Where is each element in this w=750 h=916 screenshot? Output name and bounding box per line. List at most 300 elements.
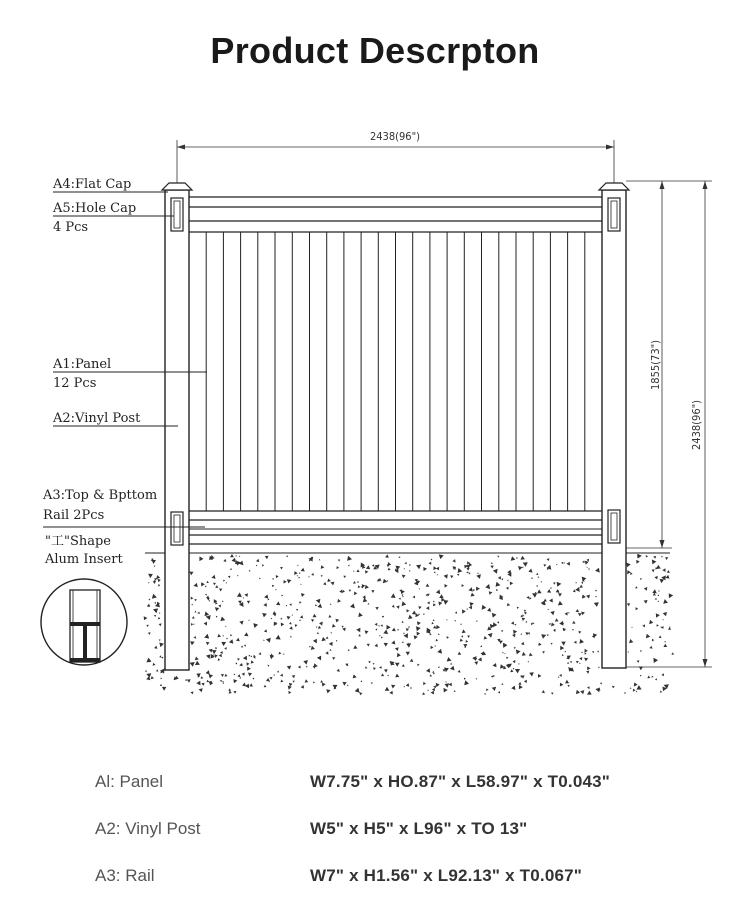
gravel-speck xyxy=(414,581,418,586)
gravel-speck xyxy=(159,655,161,657)
gravel-speck xyxy=(501,683,503,685)
gravel-speck xyxy=(317,632,319,634)
gravel-speck xyxy=(329,642,333,646)
gravel-speck xyxy=(514,624,516,626)
gravel-speck xyxy=(146,625,149,627)
gravel-speck xyxy=(522,652,526,656)
gravel-speck xyxy=(148,574,153,578)
gravel-speck xyxy=(565,680,569,684)
gravel-speck xyxy=(204,622,207,626)
gravel-speck xyxy=(354,592,357,596)
gravel-speck xyxy=(436,639,439,642)
gravel-speck xyxy=(587,559,590,562)
gravel-speck xyxy=(152,594,157,599)
spec-row xyxy=(0,819,750,849)
gravel-speck xyxy=(381,637,383,639)
gravel-speck xyxy=(558,593,562,597)
gravel-speck xyxy=(368,603,370,605)
gravel-speck xyxy=(371,590,374,593)
gravel-speck xyxy=(401,590,405,595)
gravel-speck xyxy=(290,636,292,638)
gravel-speck xyxy=(386,625,390,630)
gravel-speck xyxy=(558,592,560,593)
gravel-speck xyxy=(384,669,388,673)
gravel-speck xyxy=(506,657,508,659)
gravel-speck xyxy=(443,600,448,605)
gravel-speck xyxy=(455,611,457,613)
gravel-speck xyxy=(298,577,300,579)
gravel-speck xyxy=(481,652,484,656)
gravel-speck xyxy=(426,584,430,587)
gravel-speck xyxy=(576,609,580,612)
gravel-speck xyxy=(185,679,187,681)
gravel-speck xyxy=(162,687,167,691)
gravel-speck xyxy=(271,618,273,620)
gravel-speck xyxy=(278,652,281,655)
gravel-speck xyxy=(241,645,243,647)
spec-row xyxy=(0,772,750,802)
gravel-speck xyxy=(321,575,323,577)
gravel-speck xyxy=(353,645,357,649)
gravel-speck xyxy=(199,556,203,561)
gravel-speck xyxy=(286,555,288,557)
gravel-speck xyxy=(473,589,475,591)
gravel-speck xyxy=(276,601,280,605)
gravel-speck xyxy=(273,611,277,614)
gravel-speck xyxy=(445,584,448,588)
gravel-speck xyxy=(529,597,532,600)
gravel-speck xyxy=(391,593,396,598)
gravel-speck xyxy=(353,674,357,678)
gravel-speck xyxy=(445,683,450,687)
gravel-speck xyxy=(153,663,156,666)
gravel-speck xyxy=(342,626,344,628)
gravel-speck xyxy=(630,687,632,689)
gravel-speck xyxy=(145,670,147,672)
gravel-speck xyxy=(502,652,504,654)
gravel-speck xyxy=(159,643,164,648)
gravel-speck xyxy=(330,604,332,606)
gravel-speck xyxy=(501,578,503,580)
gravel-speck xyxy=(417,632,421,636)
gravel-speck xyxy=(436,590,440,595)
gravel-speck xyxy=(485,584,490,589)
gravel-speck xyxy=(560,683,564,687)
gravel-speck xyxy=(486,688,488,691)
gravel-speck xyxy=(392,628,396,632)
gravel-speck xyxy=(595,568,600,573)
gravel-speck xyxy=(470,602,474,606)
gravel-speck xyxy=(467,568,470,571)
gravel-speck xyxy=(550,611,554,615)
gravel-speck xyxy=(431,559,433,561)
gravel-speck xyxy=(492,687,496,691)
gravel-speck xyxy=(356,569,359,572)
gravel-speck xyxy=(189,572,193,576)
gravel-speck xyxy=(402,664,405,667)
spec-row xyxy=(0,866,750,896)
gravel-speck xyxy=(195,599,198,601)
gravel-speck xyxy=(378,625,380,627)
gravel-speck xyxy=(301,685,304,689)
gravel-speck xyxy=(597,650,599,652)
gravel-speck xyxy=(243,597,245,598)
gravel-speck xyxy=(438,666,440,668)
gravel-speck xyxy=(551,643,553,645)
gravel-speck xyxy=(402,641,404,643)
gravel-speck xyxy=(416,565,421,570)
gravel-speck xyxy=(426,668,430,673)
gravel-speck xyxy=(432,688,435,691)
gravel-speck xyxy=(366,565,370,569)
gravel-speck xyxy=(629,639,633,643)
gravel-speck xyxy=(315,604,317,606)
gravel-speck xyxy=(301,568,305,572)
gravel-speck xyxy=(320,680,323,683)
gravel-speck xyxy=(273,674,275,676)
gravel-speck xyxy=(576,661,579,664)
gravel-speck xyxy=(426,594,429,597)
gravel-speck xyxy=(282,595,284,597)
gravel-speck xyxy=(516,650,521,655)
gravel-speck xyxy=(474,661,478,665)
gravel-speck xyxy=(158,617,161,619)
gravel-speck xyxy=(566,562,570,566)
gravel-speck xyxy=(417,621,421,625)
gravel-speck xyxy=(409,564,411,566)
gravel-speck xyxy=(249,683,253,686)
gravel-speck xyxy=(194,583,198,587)
label-a5: A5:Hole Cap xyxy=(53,201,137,216)
gravel-speck xyxy=(300,615,303,618)
gravel-speck xyxy=(433,619,435,621)
gravel-speck xyxy=(444,574,448,579)
gravel-speck xyxy=(513,660,516,663)
gravel-speck xyxy=(423,682,426,685)
gravel-speck xyxy=(493,663,497,667)
gravel-speck xyxy=(536,586,538,588)
gravel-speck xyxy=(396,605,399,609)
gravel-speck xyxy=(277,670,279,672)
gravel-speck xyxy=(588,568,590,570)
gravel-speck xyxy=(439,554,444,559)
gravel-speck xyxy=(462,629,466,633)
left-flat-cap xyxy=(162,183,192,190)
gravel-speck xyxy=(309,646,311,648)
gravel-speck xyxy=(422,692,425,695)
gravel-speck xyxy=(655,678,657,680)
gravel-speck xyxy=(640,675,642,677)
gravel-speck xyxy=(433,673,435,675)
gravel-speck xyxy=(547,634,549,636)
gravel-speck xyxy=(237,674,240,677)
gravel-speck xyxy=(225,674,228,677)
gravel-speck xyxy=(297,575,298,576)
right-hole-lower xyxy=(608,510,620,543)
gravel-speck xyxy=(426,606,429,610)
gravel-speck xyxy=(463,644,467,648)
gravel-speck xyxy=(276,635,281,640)
gravel-speck xyxy=(496,582,501,587)
gravel-speck xyxy=(297,565,299,566)
gravel-speck xyxy=(624,692,626,694)
gravel-speck xyxy=(578,613,582,616)
gravel-speck xyxy=(529,672,534,676)
gravel-speck xyxy=(572,621,575,624)
gravel-speck xyxy=(220,680,222,682)
gravel-speck xyxy=(215,585,218,588)
gravel-speck xyxy=(417,664,419,667)
gravel-speck xyxy=(573,589,576,592)
gravel-speck xyxy=(562,654,564,656)
gravel-speck xyxy=(654,576,657,580)
gravel-speck xyxy=(201,683,204,686)
gravel-speck xyxy=(652,589,657,593)
gravel-speck xyxy=(381,673,384,676)
gravel-speck xyxy=(453,566,457,570)
gravel-speck xyxy=(444,688,448,693)
gravel-speck xyxy=(466,571,468,573)
gravel-speck xyxy=(347,556,352,561)
gravel-speck xyxy=(233,691,236,694)
gravel-speck xyxy=(235,556,237,557)
gravel-speck xyxy=(276,575,279,578)
gravel-speck xyxy=(247,662,250,665)
gravel-speck xyxy=(245,684,249,689)
gravel-speck xyxy=(311,619,314,622)
label-a1-qty: 12 Pcs xyxy=(53,376,97,391)
gravel-speck xyxy=(268,665,270,667)
gravel-speck xyxy=(525,621,527,623)
gravel-speck xyxy=(631,627,632,628)
gravel-speck xyxy=(450,663,452,665)
gravel-speck xyxy=(579,663,581,665)
gravel-speck xyxy=(581,652,583,654)
gravel-speck xyxy=(159,623,162,626)
gravel-speck xyxy=(313,639,317,644)
label-a1: A1:Panel xyxy=(53,357,112,372)
gravel-speck xyxy=(432,622,434,624)
gravel-speck xyxy=(636,691,638,693)
gravel-speck xyxy=(585,652,587,654)
gravel-speck xyxy=(661,556,663,558)
gravel-speck xyxy=(667,570,670,573)
gravel-speck xyxy=(581,582,583,584)
gravel-speck xyxy=(652,676,654,678)
gravel-speck xyxy=(598,666,600,668)
gravel-speck xyxy=(469,587,473,591)
gravel-speck xyxy=(362,584,366,588)
gravel-speck xyxy=(391,640,395,644)
gravel-speck xyxy=(542,651,545,654)
gravel-speck xyxy=(406,628,409,631)
gravel-speck xyxy=(356,628,360,633)
gravel-speck xyxy=(239,677,241,679)
gravel-speck xyxy=(516,557,518,559)
gravel-speck xyxy=(634,682,638,686)
gravel-speck xyxy=(249,570,251,572)
gravel-speck xyxy=(193,624,195,625)
gravel-speck xyxy=(404,562,406,565)
gravel-speck xyxy=(496,589,498,591)
gravel-speck xyxy=(367,644,370,647)
gravel-speck xyxy=(205,586,207,588)
gravel-speck xyxy=(437,649,442,654)
gravel-speck xyxy=(433,685,436,688)
gravel-speck xyxy=(579,657,582,660)
gravel-speck xyxy=(230,568,232,570)
gravel-speck xyxy=(221,674,224,677)
right-post xyxy=(599,183,629,668)
gravel-speck xyxy=(432,671,434,673)
gravel-speck xyxy=(663,612,667,616)
spec-name: Al: Panel xyxy=(95,772,164,791)
gravel-speck xyxy=(587,691,592,695)
gravel-speck xyxy=(262,613,267,617)
gravel-speck xyxy=(357,581,359,583)
gravel-speck xyxy=(436,567,439,571)
gravel-speck xyxy=(446,619,448,620)
gravel-speck xyxy=(561,562,563,565)
gravel-speck xyxy=(154,565,156,567)
gravel-speck xyxy=(460,623,462,625)
gravel-speck xyxy=(664,641,666,643)
gravel-speck xyxy=(584,658,588,662)
gravel-speck xyxy=(408,626,410,628)
gravel-speck xyxy=(658,601,660,602)
gravel-speck xyxy=(612,686,615,689)
gravel-speck xyxy=(317,656,321,661)
gravel-speck xyxy=(280,567,283,570)
gravel-speck xyxy=(392,605,395,608)
gravel-speck xyxy=(580,690,584,694)
gravel-speck xyxy=(223,580,225,582)
gravel-speck xyxy=(192,616,195,619)
gravel-speck xyxy=(532,593,537,598)
gravel-speck xyxy=(487,608,491,612)
gravel-speck xyxy=(665,557,668,560)
gravel-speck xyxy=(627,651,628,653)
gravel-speck xyxy=(229,639,233,644)
gravel-speck xyxy=(325,651,328,654)
gravel-speck xyxy=(434,571,436,573)
gravel-speck xyxy=(661,673,664,676)
gravel-speck xyxy=(580,585,584,588)
gravel-speck xyxy=(365,570,368,574)
gravel-speck xyxy=(239,663,242,666)
gravel-speck xyxy=(222,601,224,603)
gravel-speck xyxy=(272,585,274,588)
gravel-speck xyxy=(353,581,356,584)
gravel-speck xyxy=(280,674,283,677)
gravel-speck xyxy=(264,595,268,599)
gravel-speck xyxy=(519,685,523,689)
gravel-speck xyxy=(492,613,497,618)
gravel-speck xyxy=(148,632,151,635)
outer-height-label: 2438(96") xyxy=(690,399,703,451)
gravel-speck xyxy=(197,612,199,615)
label-a3: A3:Top & Bpttom xyxy=(43,488,158,503)
gravel-speck xyxy=(263,603,267,607)
gravel-speck xyxy=(513,668,515,670)
left-hole-upper xyxy=(171,198,183,231)
gravel-speck xyxy=(595,596,597,598)
gravel-speck xyxy=(560,646,564,651)
gravel-speck xyxy=(385,554,389,557)
gravel-speck xyxy=(303,660,308,665)
gravel-speck xyxy=(464,678,466,680)
gravel-speck xyxy=(191,604,193,606)
gravel-speck xyxy=(221,642,226,646)
gravel-speck xyxy=(205,611,210,616)
label-a2: A2:Vinyl Post xyxy=(53,411,141,426)
gravel-speck xyxy=(210,654,214,659)
gravel-speck xyxy=(461,635,463,637)
gravel-speck xyxy=(518,682,521,685)
gravel-speck xyxy=(541,634,546,639)
gravel-speck xyxy=(201,582,205,586)
gravel-speck xyxy=(309,576,310,578)
gravel-speck xyxy=(464,680,469,685)
gravel-speck xyxy=(159,639,161,641)
gravel-speck xyxy=(332,624,336,628)
gravel-speck xyxy=(160,684,162,686)
gravel-speck xyxy=(510,582,513,586)
gravel-speck xyxy=(358,585,361,588)
gravel-speck xyxy=(536,573,538,575)
gravel-speck xyxy=(206,670,210,674)
gravel-speck xyxy=(333,685,338,689)
gravel-speck xyxy=(237,658,240,661)
gravel-speck xyxy=(299,572,301,574)
gravel-speck xyxy=(659,635,662,638)
gravel-speck xyxy=(528,661,530,662)
gravel-speck xyxy=(365,630,369,634)
gravel-speck xyxy=(375,644,378,648)
gravel-speck xyxy=(343,576,346,578)
gravel-speck xyxy=(637,660,640,663)
gravel-speck xyxy=(476,678,477,680)
gravel-speck xyxy=(547,558,550,561)
gravel-speck xyxy=(458,652,462,655)
gravel-speck xyxy=(528,569,532,573)
gravel-speck xyxy=(406,683,410,687)
gravel-speck xyxy=(637,554,642,559)
gravel-speck xyxy=(191,691,194,694)
gravel-speck xyxy=(660,579,665,583)
gravel-speck xyxy=(250,656,252,658)
gravel-speck xyxy=(531,577,533,579)
gravel-speck xyxy=(458,670,461,673)
gravel-speck xyxy=(644,587,648,591)
gravel-speck xyxy=(433,626,436,629)
gravel-speck xyxy=(544,564,547,567)
gravel-speck xyxy=(635,586,638,588)
gravel-speck xyxy=(649,620,653,624)
insert-detail-circle xyxy=(41,579,127,665)
gravel-speck xyxy=(450,666,455,671)
panel-pickets xyxy=(206,232,585,511)
gravel-speck xyxy=(314,663,318,667)
gravel-speck xyxy=(504,653,505,654)
gravel-speck xyxy=(416,626,421,631)
gravel-speck xyxy=(412,611,416,615)
gravel-speck xyxy=(507,603,510,606)
gravel-speck xyxy=(190,662,195,667)
gravel-speck xyxy=(195,657,199,661)
gravel-speck xyxy=(313,614,317,618)
gravel-speck xyxy=(369,661,371,664)
